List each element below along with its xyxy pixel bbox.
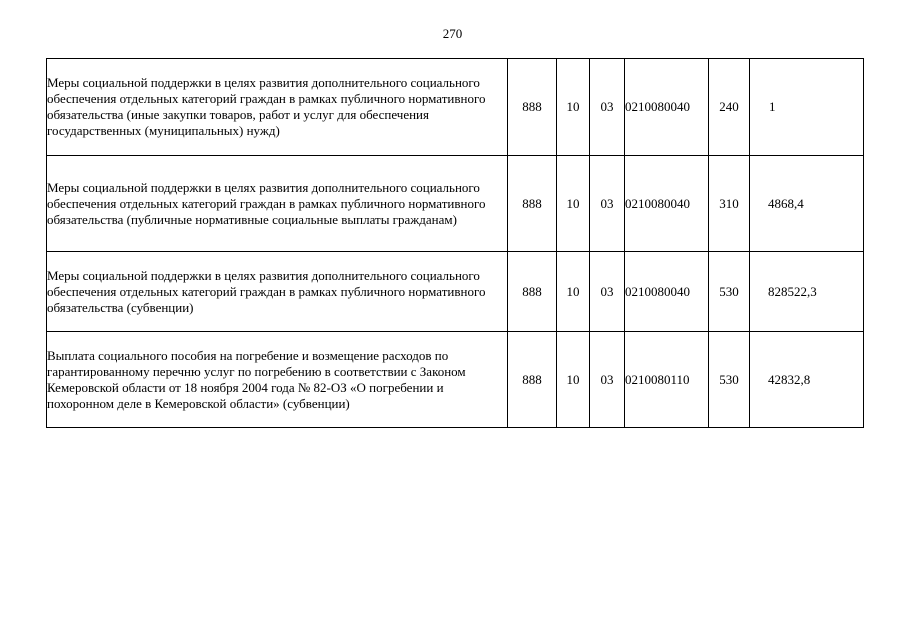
target-article-code: 0210080040 — [625, 59, 709, 156]
row-description: Меры социальной поддержки в целях развития дополнительного социального обеспечения отдельных категорий граждан в рамках публичного нормативного обязательства (иные закупки товаров, работ и услуг для обеспечения государственных (муниципальных) нужд) — [47, 59, 508, 156]
expense-type-code: 240 — [709, 59, 750, 156]
section-code: 10 — [557, 252, 590, 332]
target-article-code: 0210080040 — [625, 252, 709, 332]
section-code: 10 — [557, 156, 590, 252]
table-row — [47, 156, 864, 252]
row-description: Выплата социального пособия на погребение и возмещение расходов по гарантированному перечню услуг по погребению в соответствии с Законом Кемеровской области от 18 ноября 2004 года № 82-ОЗ «О погребении и похоронном деле в Кемеровской области» (субвенции) — [47, 332, 508, 428]
amount-value: 1 — [750, 59, 864, 156]
ministry-code: 888 — [508, 332, 557, 428]
table-row — [47, 252, 864, 332]
amount-value: 42832,8 — [750, 332, 864, 428]
expense-type-code: 530 — [709, 252, 750, 332]
expense-type-code: 530 — [709, 332, 750, 428]
ministry-code: 888 — [508, 252, 557, 332]
ministry-code: 888 — [508, 156, 557, 252]
table-row — [47, 59, 864, 156]
subsection-code: 03 — [590, 156, 625, 252]
budget-table — [46, 58, 864, 428]
section-code: 10 — [557, 332, 590, 428]
amount-value: 828522,3 — [750, 252, 864, 332]
amount-value: 4868,4 — [750, 156, 864, 252]
table-row — [47, 332, 864, 428]
page-number: 270 — [442, 26, 463, 41]
row-description: Меры социальной поддержки в целях развития дополнительного социального обеспечения отдельных категорий граждан в рамках публичного нормативного обязательства (субвенции) — [47, 252, 508, 332]
section-code: 10 — [557, 59, 590, 156]
ministry-code: 888 — [508, 59, 557, 156]
expense-type-code: 310 — [709, 156, 750, 252]
subsection-code: 03 — [590, 332, 625, 428]
subsection-code: 03 — [590, 252, 625, 332]
target-article-code: 0210080110 — [625, 332, 709, 428]
row-description: Меры социальной поддержки в целях развития дополнительного социального обеспечения отдельных категорий граждан в рамках публичного нормативного обязательства (публичные нормативные социальные выплаты гражданам) — [47, 156, 508, 252]
subsection-code: 03 — [590, 59, 625, 156]
target-article-code: 0210080040 — [625, 156, 709, 252]
